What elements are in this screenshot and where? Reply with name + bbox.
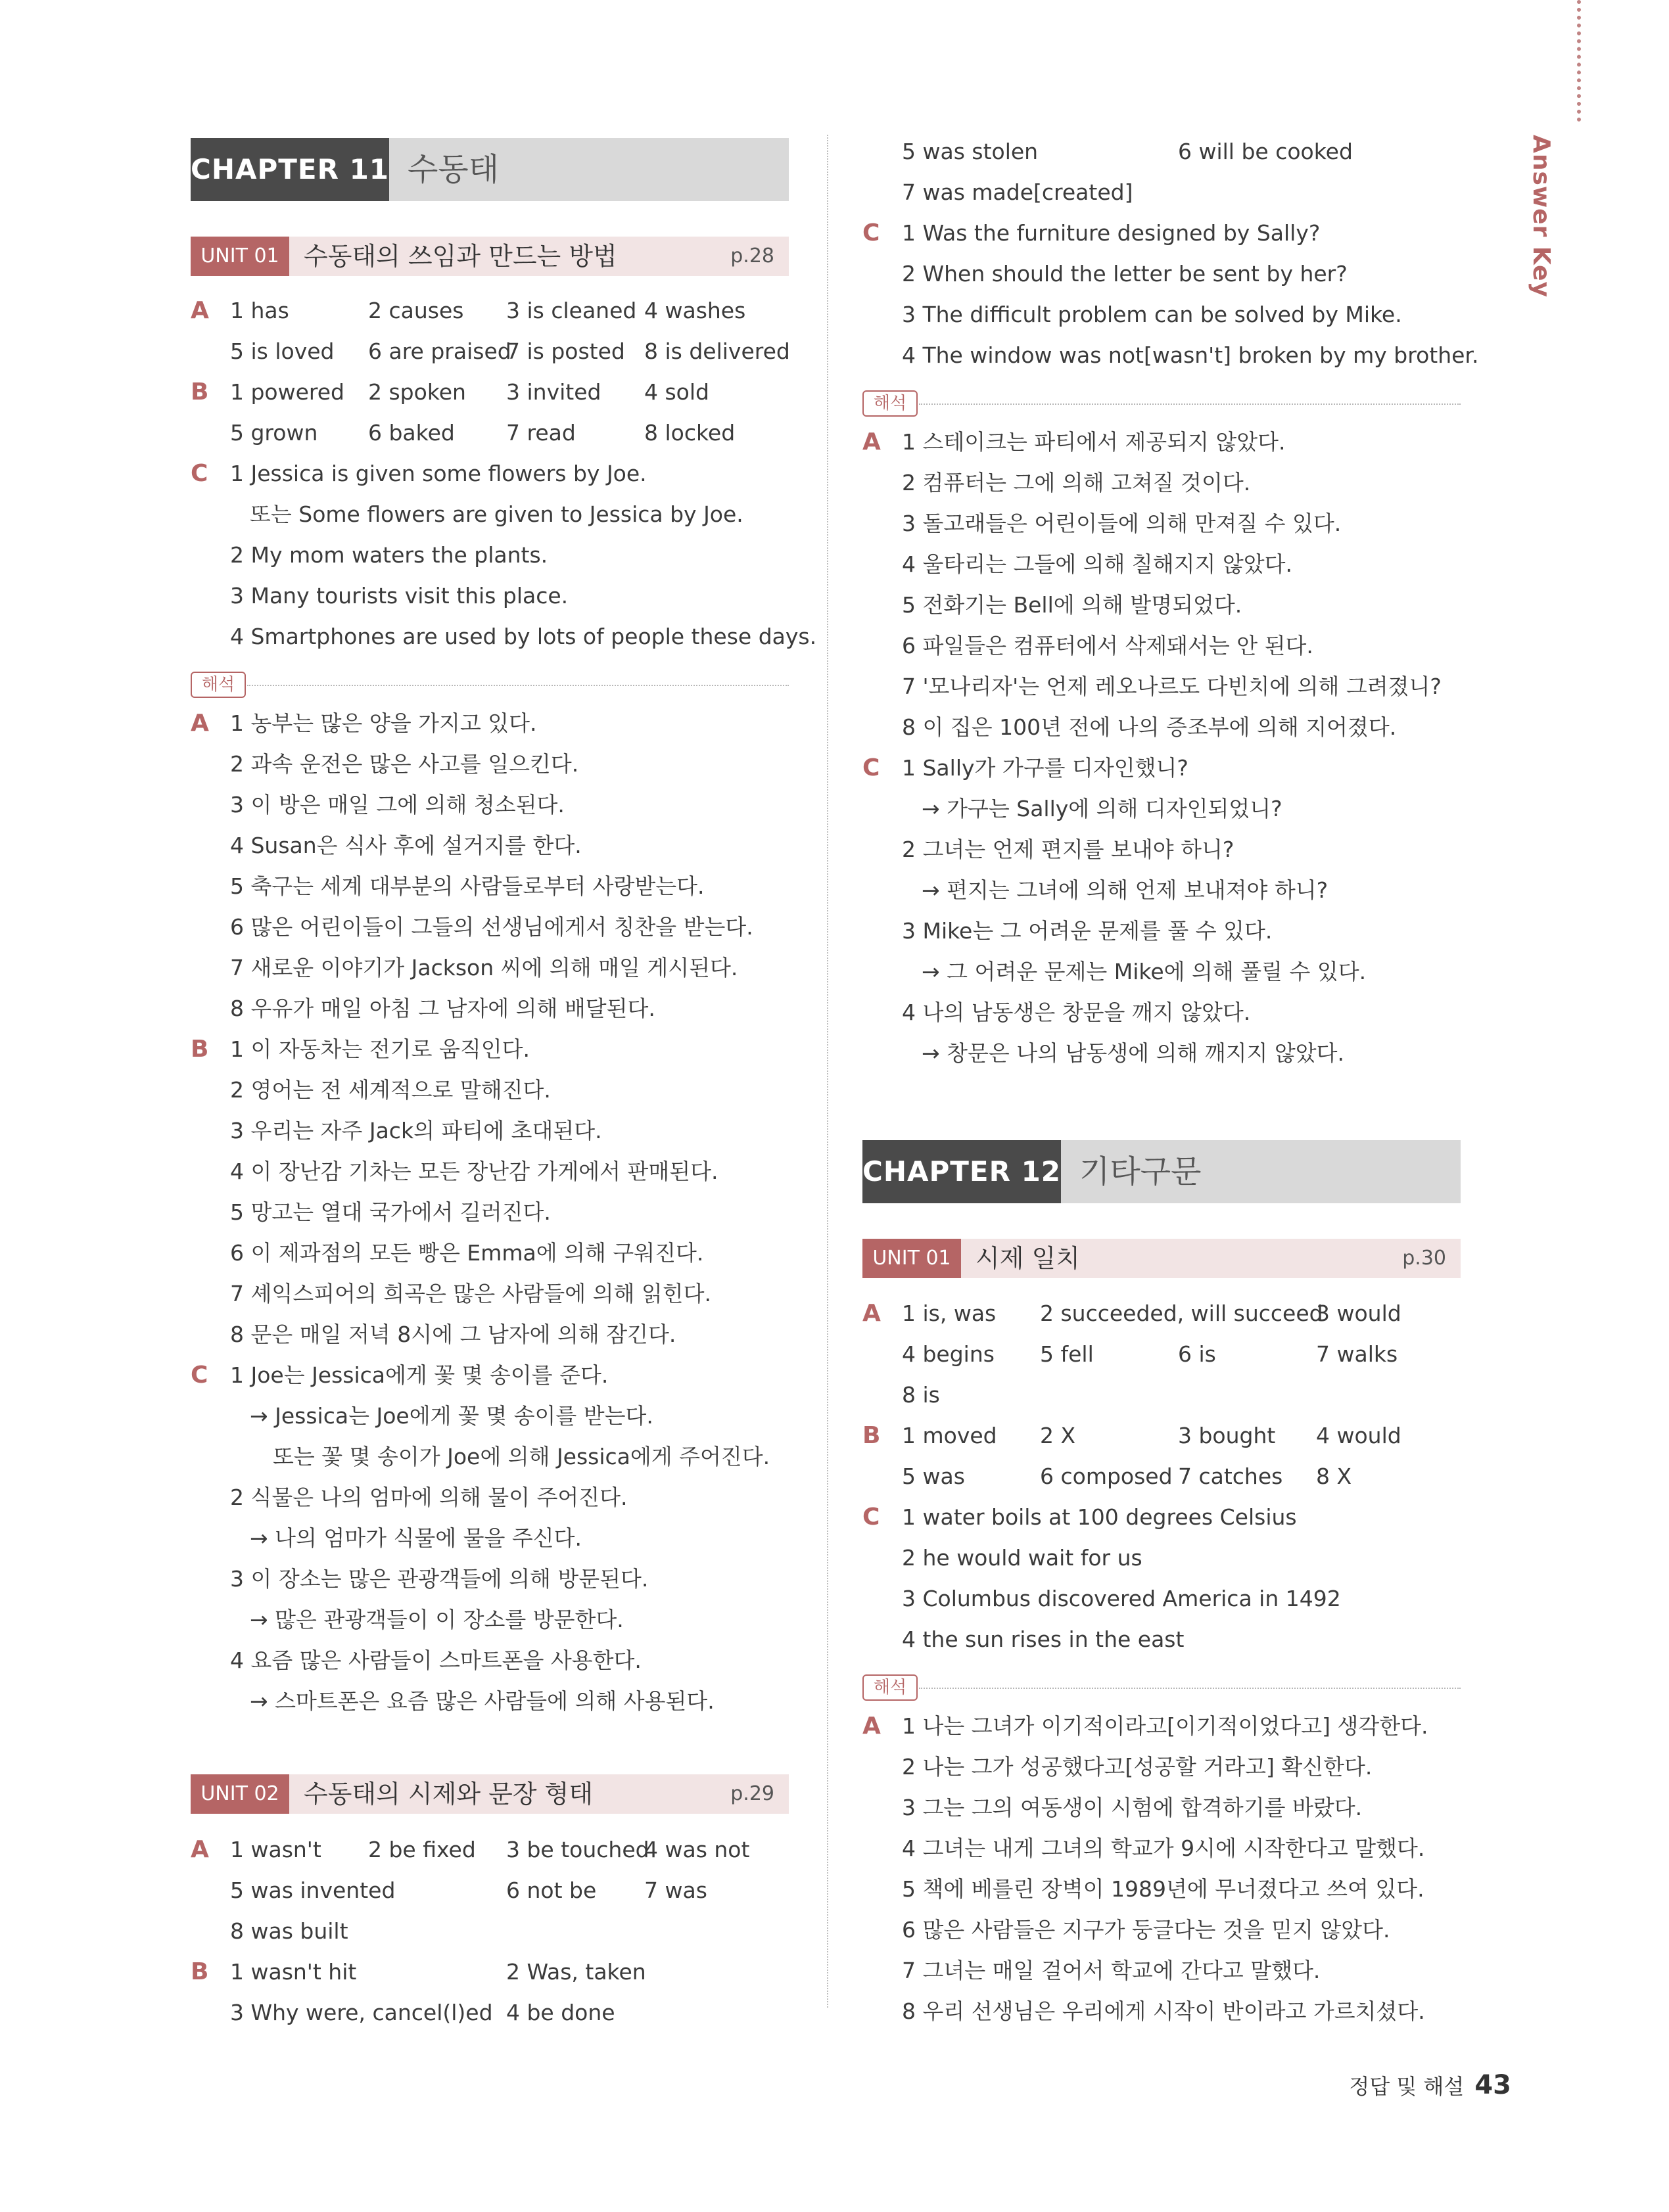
answer-item: 8 locked: [644, 420, 736, 446]
translation-line: 4 Susan은 식사 후에 설거지를 한다.: [230, 833, 582, 858]
answer-item: 2 X: [1040, 1423, 1076, 1448]
translation-line: 5 망고는 열대 국가에서 길러진다.: [230, 1199, 551, 1225]
translation-line: 4 요즘 많은 사람들이 스마트폰을 사용한다.: [230, 1647, 642, 1673]
answer-item: 5 was: [902, 1463, 965, 1489]
answer-item: 2 spoken: [368, 379, 466, 405]
answer-item: 3 bought: [1178, 1423, 1276, 1448]
translation-line: 7 '모나리자'는 언제 레오나르도 다빈치에 의해 그려졌니?: [902, 674, 1442, 699]
translation-header: [862, 1674, 1461, 1701]
translation-line: 6 많은 사람들은 지구가 둥글다는 것을 믿지 않았다.: [902, 1917, 1390, 1943]
translation-line: → 편지는 그녀에 의해 언제 보내져야 하니?: [922, 877, 1328, 903]
answer-sentence: 또는 Some flowers are given to Jessica by Joe.: [250, 501, 743, 527]
translation-line: 1 나는 그녀가 이기적이라고[이기적이었다고] 생각한다.: [902, 1713, 1428, 1739]
section-letter-a: A: [191, 710, 209, 737]
translation-header: [862, 390, 1461, 417]
section-letter-a: A: [862, 1713, 881, 1740]
chapter-12-header: [862, 1140, 1461, 1203]
answer-sentence: 2 he would wait for us: [902, 1545, 1142, 1571]
section-letter-c: C: [862, 1504, 880, 1531]
translation-label: 해석: [191, 672, 246, 698]
chapter-title: 수동태: [408, 151, 500, 188]
section-letter-b: B: [191, 1036, 209, 1063]
answer-item: 8 is: [902, 1382, 940, 1408]
answer-item: 6 composed: [1040, 1463, 1173, 1489]
answer-item: 7 was made[created]: [902, 179, 1133, 205]
unit-01-header: [191, 237, 789, 276]
answer-item: 2 be fixed: [368, 1837, 476, 1862]
section-letter-b: B: [862, 1422, 881, 1449]
section-letter-a: A: [191, 297, 209, 324]
answer-item: 4 be done: [506, 2000, 615, 2025]
answer-item: 8 was built: [230, 1918, 348, 1944]
answer-item: 7 was: [644, 1878, 707, 1903]
side-decoration-dots: [1577, 0, 1581, 122]
translation-line: 1 농부는 많은 양을 가지고 있다.: [230, 710, 537, 736]
translation-line: 6 파일들은 컴퓨터에서 삭제돼서는 안 된다.: [902, 633, 1313, 658]
translation-line: 3 그는 그의 여동생이 시험에 합격하기를 바랐다.: [902, 1795, 1363, 1820]
section-letter-a: A: [191, 1836, 209, 1863]
answer-item: 3 Why were, cancel(l)ed: [230, 2000, 493, 2025]
page-number: 43: [1474, 2070, 1511, 2100]
answer-sentence: 1 water boils at 100 degrees Celsius: [902, 1504, 1297, 1530]
translation-line: → 가구는 Sally에 의해 디자인되었니?: [922, 796, 1282, 821]
answer-item: 6 are praised: [368, 338, 511, 364]
answer-item: 8 X: [1316, 1463, 1352, 1489]
translation-line: 3 Mike는 그 어려운 문제를 풀 수 있다.: [902, 918, 1273, 944]
section-letter-c: C: [862, 754, 880, 781]
answer-item: 7 is posted: [506, 338, 625, 364]
section-letter-b: B: [191, 1958, 209, 1985]
translation-line: 7 셰익스피어의 희곡은 많은 사람들에 의해 읽힌다.: [230, 1281, 711, 1306]
answer-item: 7 read: [506, 420, 576, 446]
chapter-11-header: [191, 138, 789, 201]
answer-item: 3 is cleaned: [506, 298, 637, 323]
translation-line: 2 컴퓨터는 그에 의해 고쳐질 것이다.: [902, 470, 1251, 495]
translation-line: → 그 어려운 문제는 Mike에 의해 풀릴 수 있다.: [922, 959, 1367, 984]
answer-item: 1 moved: [902, 1423, 997, 1448]
unit-page-ref: p.29: [730, 1782, 774, 1805]
dotted-rule: [919, 1688, 1461, 1689]
page-footer: [1349, 2070, 1511, 2100]
answer-item: 1 wasn't hit: [230, 1959, 357, 1985]
answer-sentence: 3 Many tourists visit this place.: [230, 583, 569, 609]
answer-item: 2 causes: [368, 298, 464, 323]
answer-sentence: 3 The difficult problem can be solved by Mike.: [902, 302, 1402, 327]
answer-sentence: 3 Columbus discovered America in 1492: [902, 1586, 1341, 1611]
side-label: Answer Key: [1528, 135, 1555, 298]
answer-item: 3 invited: [506, 379, 601, 405]
translation-line: 4 그녀는 내게 그녀의 학교가 9시에 시작한다고 말했다.: [902, 1835, 1425, 1861]
translation-line: 7 그녀는 매일 걸어서 학교에 간다고 말했다.: [902, 1958, 1321, 1983]
translation-line: 4 울타리는 그들에 의해 칠해지지 않았다.: [902, 551, 1292, 577]
answer-item: 5 grown: [230, 420, 318, 446]
translation-line: → 나의 엄마가 식물에 물을 주신다.: [250, 1525, 582, 1551]
translation-line: 4 나의 남동생은 창문을 깨지 않았다.: [902, 1000, 1251, 1025]
translation-line: 5 축구는 세계 대부분의 사람들로부터 사랑받는다.: [230, 873, 705, 899]
translation-line: 1 Sally가 가구를 디자인했니?: [902, 755, 1188, 781]
unit-page-ref: p.30: [1402, 1247, 1446, 1270]
translation-line: 5 책에 베를린 장벽이 1989년에 무너졌다고 쓰여 있다.: [902, 1876, 1424, 1902]
unit-title: 시제 일치: [976, 1244, 1080, 1273]
translation-line: 3 우리는 자주 Jack의 파티에 초대된다.: [230, 1118, 602, 1143]
unit-label: UNIT 01: [862, 1239, 961, 1278]
translation-line: 8 문은 매일 저녁 8시에 그 남자에 의해 잠긴다.: [230, 1322, 676, 1347]
translation-line: 5 전화기는 Bell에 의해 발명되었다.: [902, 592, 1242, 618]
unit-title: 수동태의 시제와 문장 형태: [304, 1780, 594, 1809]
unit-label: UNIT 02: [191, 1774, 289, 1814]
translation-line: → 창문은 나의 남동생에 의해 깨지지 않았다.: [922, 1040, 1345, 1066]
translation-label: 해석: [862, 1674, 918, 1701]
translation-line: 또는 꽃 몇 송이가 Joe에 의해 Jessica에게 주어진다.: [273, 1444, 770, 1469]
unit-01-header: [862, 1239, 1461, 1278]
translation-line: 2 과속 운전은 많은 사고를 일으킨다.: [230, 751, 579, 777]
translation-line: 6 이 제과점의 모든 빵은 Emma에 의해 구워진다.: [230, 1240, 704, 1266]
translation-line: 2 영어는 전 세계적으로 말해진다.: [230, 1077, 551, 1103]
translation-line: → 스마트폰은 요즘 많은 사람들에 의해 사용된다.: [250, 1688, 715, 1714]
answer-item: 1 has: [230, 298, 289, 323]
section-letter-c: C: [191, 460, 208, 487]
answer-item: 7 walks: [1316, 1341, 1398, 1367]
translation-line: 6 많은 어린이들이 그들의 선생님에게서 칭찬을 받는다.: [230, 914, 753, 940]
translation-line: 8 우유가 매일 아침 그 남자에 의해 배달된다.: [230, 996, 655, 1021]
answer-item: 8 is delivered: [644, 338, 790, 364]
translation-line: 4 이 장난감 기차는 모든 장난감 가게에서 판매된다.: [230, 1159, 718, 1184]
translation-line: 3 이 장소는 많은 관광객들에 의해 방문된다.: [230, 1566, 649, 1592]
answer-item: 3 be touched: [506, 1837, 649, 1862]
answer-item: 6 will be cooked: [1178, 139, 1353, 164]
answer-item: 5 is loved: [230, 338, 335, 364]
answer-item: 1 is, was: [902, 1301, 997, 1326]
answer-item: 6 not be: [506, 1878, 597, 1903]
answer-item: 2 succeeded, will succeed: [1040, 1301, 1323, 1326]
section-letter-a: A: [862, 428, 881, 455]
answer-sentence: 2 When should the letter be sent by her?: [902, 261, 1348, 287]
unit-02-header: [191, 1774, 789, 1814]
translation-line: 2 그녀는 언제 편지를 보내야 하니?: [902, 837, 1234, 862]
section-letter-a: A: [862, 1300, 881, 1327]
answer-item: 5 was stolen: [902, 139, 1039, 164]
answer-item: 7 catches: [1178, 1463, 1283, 1489]
answer-sentence: 4 The window was not[wasn't] broken by my brother.: [902, 342, 1479, 368]
answer-item: 2 Was, taken: [506, 1959, 646, 1985]
answer-sentence: 4 the sun rises in the east: [902, 1626, 1185, 1652]
answer-item: 4 sold: [644, 379, 709, 405]
unit-page-ref: p.28: [730, 244, 774, 267]
translation-line: 2 식물은 나의 엄마에 의해 물이 주어진다.: [230, 1485, 628, 1510]
answer-sentence: 1 Jessica is given some flowers by Joe.: [230, 461, 647, 486]
translation-line: 8 이 집은 100년 전에 나의 증조부에 의해 지어졌다.: [902, 714, 1397, 740]
chapter-title: 기타구문: [1079, 1153, 1202, 1190]
answer-item: 1 wasn't: [230, 1837, 321, 1862]
chapter-label: CHAPTER 11: [191, 138, 389, 201]
section-letter-c: C: [862, 219, 880, 246]
section-letter-b: B: [191, 379, 209, 405]
answer-item: 5 fell: [1040, 1341, 1094, 1367]
answer-item: 3 would: [1316, 1301, 1401, 1326]
answer-item: 5 was invented: [230, 1878, 396, 1903]
translation-line: 3 이 방은 매일 그에 의해 청소된다.: [230, 792, 565, 818]
footer-label: 정답 및 해설: [1349, 2074, 1465, 2099]
dotted-rule: [247, 685, 789, 686]
answer-item: 1 powered: [230, 379, 345, 405]
answer-sentence: 4 Smartphones are used by lots of people these days.: [230, 624, 817, 649]
translation-line: 1 스테이크는 파티에서 제공되지 않았다.: [902, 429, 1286, 455]
translation-line: → 많은 관광객들이 이 장소를 방문한다.: [250, 1607, 624, 1632]
translation-line: 8 우리 선생님은 우리에게 시작이 반이라고 가르치셨다.: [902, 1998, 1425, 2024]
answer-item: 4 would: [1316, 1423, 1401, 1448]
translation-line: 3 돌고래들은 어린이들에 의해 만져질 수 있다.: [902, 511, 1342, 536]
answer-sentence: 2 My mom waters the plants.: [230, 542, 548, 568]
answer-item: 6 is: [1178, 1341, 1216, 1367]
translation-line: 1 Joe는 Jessica에게 꽃 몇 송이를 준다.: [230, 1362, 609, 1388]
answer-item: 6 baked: [368, 420, 455, 446]
dotted-rule: [919, 403, 1461, 405]
chapter-label: CHAPTER 12: [862, 1140, 1061, 1203]
answer-sentence: 1 Was the furniture designed by Sally?: [902, 220, 1321, 246]
translation-line: 7 새로운 이야기가 Jackson 씨에 의해 매일 게시된다.: [230, 955, 738, 980]
column-divider: [827, 135, 828, 2008]
unit-title: 수동태의 쓰임과 만드는 방법: [304, 242, 617, 271]
translation-line: 1 이 자동차는 전기로 움직인다.: [230, 1036, 530, 1062]
translation-line: → Jessica는 Joe에게 꽃 몇 송이를 받는다.: [250, 1403, 653, 1429]
section-letter-c: C: [191, 1362, 208, 1389]
answer-item: 4 begins: [902, 1341, 995, 1367]
translation-label: 해석: [862, 390, 918, 417]
unit-label: UNIT 01: [191, 237, 289, 276]
translation-line: 2 나는 그가 성공했다고[성공할 거라고] 확신한다.: [902, 1754, 1373, 1780]
translation-header: [191, 672, 789, 698]
answer-item: 4 washes: [644, 298, 746, 323]
answer-item: 4 was not: [644, 1837, 750, 1862]
